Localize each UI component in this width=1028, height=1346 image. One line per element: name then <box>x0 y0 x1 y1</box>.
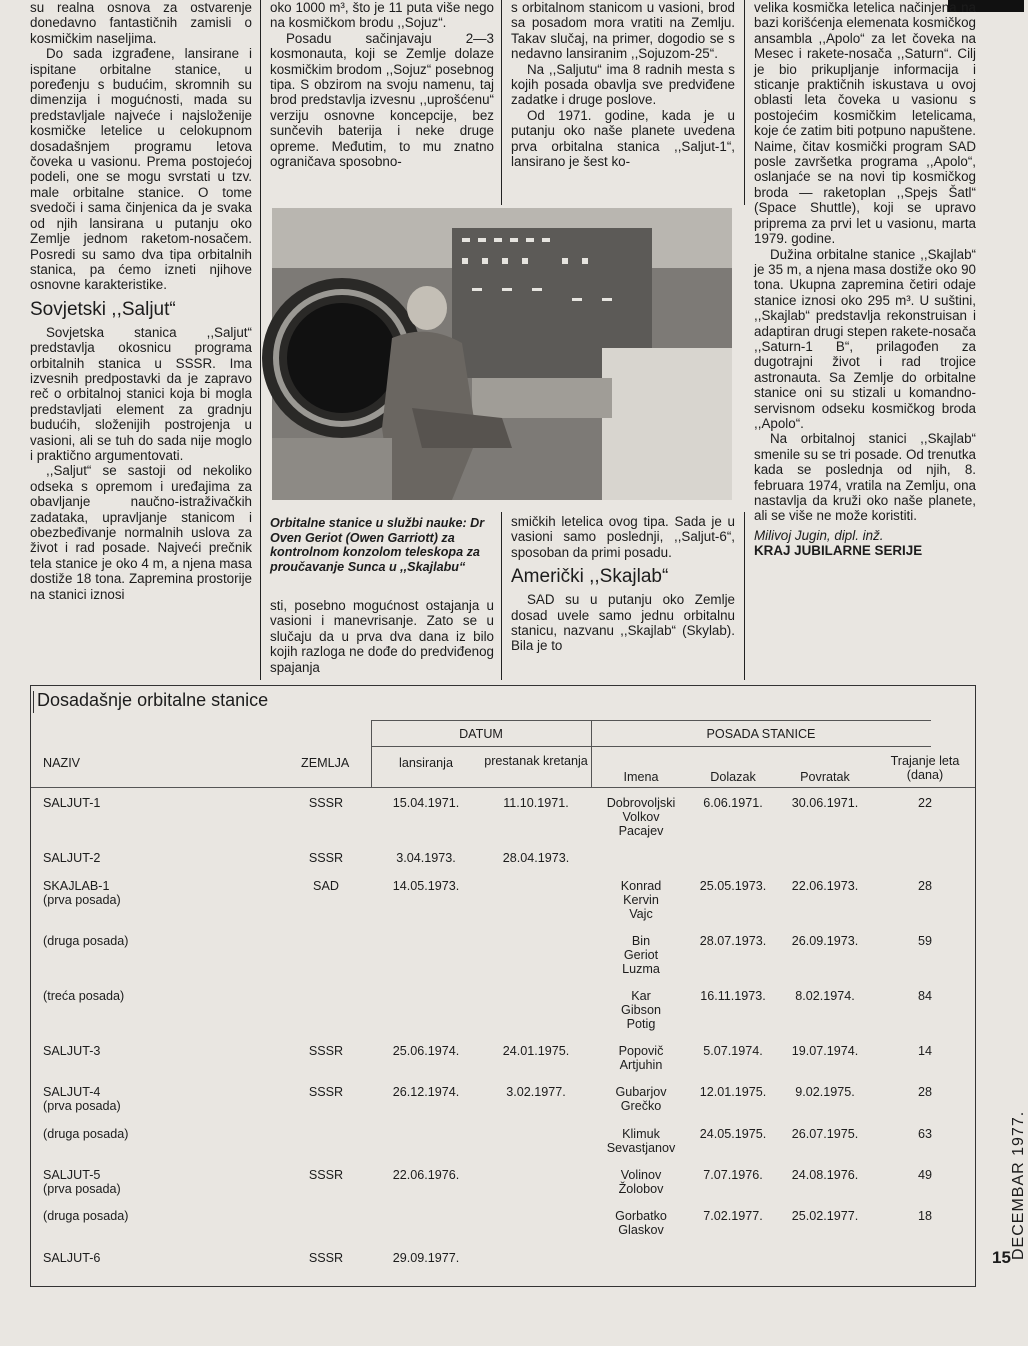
table-cell-dol: 12.01.1975. <box>699 1085 767 1099</box>
header-zemlja: ZEMLJA <box>301 756 350 770</box>
table-cell-prest: 11.10.1971. <box>503 796 569 810</box>
table-cell-imena: Volinov Žolobov <box>618 1168 664 1196</box>
table-cell-traj: 14 <box>917 1044 932 1058</box>
orbital-stations-table <box>30 685 976 1287</box>
table-cell-prest: 28.04.1973. <box>502 851 570 865</box>
table-cell-lans: 25.06.1974. <box>392 1044 460 1058</box>
table-cell-dol: 28.07.1973. <box>699 934 767 948</box>
table-cell-pov: 25.02.1977. <box>791 1209 859 1223</box>
paragraph: Dužina orbitalne stanice ,,Skajlab“ je 35 m, a njena masa dostiže oko 90 tona. Ukupna zapremina četiri odaje stanice iznosi oko 295 m³. U suštini, ,,Skajlab“ predstavlja rekonstruisan i adaptiran drugi stepen rakete-nosača ,,Saturn-1 B“, prilagođen za dugotrajni život i rad trojice astronauta. Sa Zemlje do orbitalne stanice oni su stizali u komandno-servisnom odseku kosmičkog broda ,,Apolo“. <box>754 246 976 431</box>
table-cell-zemlja: SSSR <box>308 1085 344 1099</box>
table-cell-pov: 19.07.1974. <box>791 1044 859 1058</box>
table-cell-traj: 84 <box>917 989 932 1003</box>
paragraph: sti, posebno mogućnost ostajanja u vasioni i manevrisanje. Zato se u slučaju da u prva dva dana iz bilo kojih razloga ne dođe do predviđenog spajanja <box>270 598 494 675</box>
table-cell-dol: 7.02.1977. <box>703 1209 763 1223</box>
table-cell-imena: Gorbatko Glaskov <box>615 1209 667 1237</box>
table-cell-naziv: SALJUT-4 (prva posada) <box>43 1085 121 1113</box>
issue-date: DECEMBAR 1977. <box>1010 1110 1027 1260</box>
header-rule <box>371 720 931 721</box>
column-rule <box>260 0 261 680</box>
header-posada: POSADA STANICE <box>706 727 816 741</box>
paragraph: su realna osnova za ostvarenje donedavno fantastičnih zamisli o kosmičkim naseljima. <box>30 0 252 46</box>
paragraph: SAD su u putanju oko Zemlje dosad uvele samo jednu orbitalnu stanicu, nazvanu ,,Skajlab“ (Skylab). Bila je to <box>511 592 735 654</box>
table-cell-traj: 28 <box>917 1085 932 1099</box>
table-cell-pov: 24.08.1976. <box>791 1168 859 1182</box>
paragraph: s orbitalnom stanicom u vasioni, brod sa posadom mora vratiti na Zemlju. Takav slučaj, na primer, dogodio se s nedavno lansiranim ,,Sojuzom-25“. <box>511 0 735 62</box>
column-3-bottom <box>511 514 735 654</box>
table-cell-lans: 26.12.1974. <box>392 1085 460 1099</box>
header-naziv: NAZIV <box>43 756 81 770</box>
table-cell-pov: 26.07.1975. <box>791 1127 859 1141</box>
paragraph: ,,Saljut“ se sastoji od nekoliko odseka s opremom i uređajima za obavljanje naučno-istraživačkih zadataka, upravljanje stanicom i obezbeđivanje normalnih uslova za život i rad posade. Najveći prečnik tela stanice je oko 4 m, a njena masa dostiže 18 tona. Zapremina prostorije na stanici iznosi <box>30 463 252 602</box>
table-cell-pov: 22.06.1973. <box>791 879 859 893</box>
table-cell-dol: 24.05.1975. <box>699 1127 767 1141</box>
photo-caption: Orbitalne stanice u službi nauke: Dr Oven Geriot (Owen Garriott) za kontrolnom konzolom teleskopa za proučavanje Sunca u ,,Skajlabu“ <box>270 516 485 574</box>
table-cell-dol: 5.07.1974. <box>703 1044 763 1058</box>
table-cell-traj: 63 <box>917 1127 932 1141</box>
column-4 <box>754 0 976 559</box>
header-datum: DATUM <box>459 727 503 741</box>
table-cell-zemlja: SAD <box>313 879 339 893</box>
table-cell-pov: 8.02.1974. <box>795 989 855 1003</box>
table-cell-dol: 6.06.1971. <box>703 796 763 810</box>
table-cell-imena: Kar Gibson Potig <box>621 989 661 1031</box>
table-cell-lans: 14.05.1973. <box>392 879 460 893</box>
table-cell-traj: 22 <box>917 796 932 810</box>
table-cell-naziv: SALJUT-3 <box>43 1044 101 1058</box>
header-imena: Imena <box>623 770 659 784</box>
table-cell-zemlja: SSSR <box>308 1168 344 1182</box>
table-cell-naziv: SKAJLAB-1 (prva posada) <box>43 879 121 907</box>
section-heading: Sovjetski ,,Saljut“ <box>30 298 176 320</box>
author-signature: Milivoj Jugin, dipl. inž. <box>754 527 884 543</box>
table-cell-pov: 9.02.1975. <box>795 1085 855 1099</box>
paragraph: Od 1971. godine, kada je u putanju oko naše planete uvedena prva orbitalna stanica ,,Saljut-1“, lansirano je šest ko- <box>511 107 735 170</box>
table-cell-lans: 3.04.1973. <box>396 851 456 865</box>
series-end-note: KRAJ JUBILARNE SERIJE <box>754 543 923 559</box>
table-cell-pov: 26.09.1973. <box>791 934 859 948</box>
header-rule <box>371 746 931 747</box>
paragraph: Sovjetska stanica ,,Saljut“ predstavlja okosnicu programa orbitalnih stanica u SSSR. Ima izvesnih predpostavki da je zapravo reč o orbitalnoj stanici koja bi mogla predstavljati element za gradnju budućih, složenijih postrojenja u vasioni, ali se tuh do sada nije moglo i praktično argumentovati. <box>30 324 252 463</box>
table-cell-zemlja: SSSR <box>308 851 344 865</box>
column-rule <box>744 512 745 680</box>
column-rule <box>501 512 502 680</box>
table-cell-traj: 18 <box>917 1209 932 1223</box>
table-cell-naziv: SALJUT-6 <box>43 1251 101 1265</box>
header-rule <box>31 787 975 788</box>
paragraph: Do sada izgrađene, lansirane i ispitane orbitalne stanice, u poređenju s budućim, skromnih su dimenzija i mogućnosti, mada su predstavljale najveće i najsloženije kosmičke letelice u celokupnom dosadašnjem programu letova čoveka u vasionu. Prema postojećoj podeli, one se mogu svrstati u tzv. male orbitalne stanice. O tome svedoči i sama činjenica da je svaka od njih lansirana u putanju oko Zemlje jednom raketom-nosačem. Posredi su samo dva tipa orbitalnih stanica, pa ćemo izneti njihove osnovne karakteristike. <box>30 46 252 293</box>
paragraph: Posadu sačinjavaju 2—3 kosmonauta, koji se Zemlje dolaze kosmičkim brodom ,,Sojuz“ posebnog tipa. S obzirom na svoju namenu, taj brod predstavlja izvesnu ,,uprošćenu“ verziju osnovne koncepcije, bez sunčevih baterija i neke druge opreme. Međutim, to mu znatno ograničava sposobno- <box>270 30 494 170</box>
table-cell-prest: 24.01.1975. <box>502 1044 570 1058</box>
column-2-bottom <box>270 598 494 675</box>
table-cell-zemlja: SSSR <box>308 796 344 810</box>
table-cell-imena: Bin Geriot Luzma <box>622 934 660 976</box>
table-cell-lans: 29.09.1977. <box>392 1251 460 1265</box>
table-cell-naziv: SALJUT-2 <box>43 851 101 865</box>
table-cell-dol: 25.05.1973. <box>699 879 767 893</box>
table-cell-traj: 49 <box>917 1168 932 1182</box>
column-rule <box>744 0 745 205</box>
table-cell-naziv: (druga posada) <box>43 934 129 948</box>
table-cell-zemlja: SSSR <box>308 1251 344 1265</box>
paragraph: smičkih letelica ovog tipa. Sada je u vasioni samo poslednji, ,,Saljut-6“, sposoban da primi posadu. <box>511 514 735 560</box>
table-cell-imena: Klimuk Sevastjanov <box>606 1127 676 1155</box>
paragraph: oko 1000 m³, što je 11 puta više nego na kosmičkom brodu ,,Sojuz“. <box>270 0 494 31</box>
table-cell-traj: 59 <box>917 934 932 948</box>
table-cell-imena: Gubarjov Grečko <box>615 1085 667 1113</box>
table-title: Dosadašnje orbitalne stanice <box>37 690 269 710</box>
table-cell-naziv: SALJUT-5 (prva posada) <box>43 1168 121 1196</box>
column-rule <box>501 0 502 205</box>
astronaut-photo <box>272 208 732 500</box>
page-number: 15 <box>992 1248 1011 1267</box>
table-cell-lans: 15.04.1971. <box>392 796 460 810</box>
section-heading: Američki ,,Skajlab“ <box>511 566 669 588</box>
header-prestanak: prestanak kretanja <box>484 754 588 768</box>
table-cell-dol: 16.11.1973. <box>700 989 766 1003</box>
table-cell-zemlja: SSSR <box>308 1044 344 1058</box>
header-povratak: Povratak <box>800 770 850 784</box>
header-dolazak: Dolazak <box>710 770 756 784</box>
table-cell-lans: 22.06.1976. <box>392 1168 460 1182</box>
table-cell-traj: 28 <box>917 879 932 893</box>
paragraph: Na orbitalnoj stanici ,,Skajlab“ smenile su se tri posade. Od trenutka kada se poslednja od njih, 8. februara 1974, vratila na Zemlju, ona nastavlja da kruži oko naše planete, ali se više ne može koristiti. <box>754 431 976 524</box>
column-1 <box>30 0 252 602</box>
table-cell-pov: 30.06.1971. <box>791 796 859 810</box>
table-cell-naziv: SALJUT-1 <box>43 796 101 810</box>
table-cell-dol: 7.07.1976. <box>703 1168 763 1182</box>
table-cell-prest: 3.02.1977. <box>506 1085 566 1099</box>
table-cell-imena: Dobrovoljski Volkov Pacajev <box>606 796 676 838</box>
table-cell-naziv: (treća posada) <box>43 989 125 1003</box>
table-cell-imena: Popovič Artjuhin <box>618 1044 664 1072</box>
table-cell-naziv: (druga posada) <box>43 1209 129 1223</box>
column-2 <box>270 0 494 169</box>
paragraph: Na ,,Saljutu“ ima 8 radnih mesta s kojih posada obavlja sve predviđene zadatke i druge poslove. <box>511 61 735 108</box>
header-trajanje: Trajanje leta (dana) <box>890 754 960 782</box>
paragraph: velika kosmička letelica načinjena na bazi korišćenja elemenata kosmičkog ansambla ,,Apolo“ za let čoveka na Mesec i rakete-nosača ,,Saturn“. Cilj je bio prikupljanje informacija i sticanje praktičnih iskustava u ovoj oblasti leta čoveka u vasionu s postojećim kosmičkim letelicama, koje će zatim biti potpuno napuštene. Naime, čitav kosmički program SAD posle završetka programa ,,Apolo“, oslanjaće se na novi tip kosmičkog broda — raketoplan ,,Spejs Šatl“ (Space Shuttle), koji se upravo priprema za prvi let u vasionu, marta 1979. godine. <box>754 0 976 247</box>
column-3-top <box>511 0 735 169</box>
table-cell-imena: Konrad Kervin Vajc <box>620 879 662 921</box>
header-lansiranja: lansiranja <box>399 756 453 770</box>
table-cell-naziv: (druga posada) <box>43 1127 129 1141</box>
